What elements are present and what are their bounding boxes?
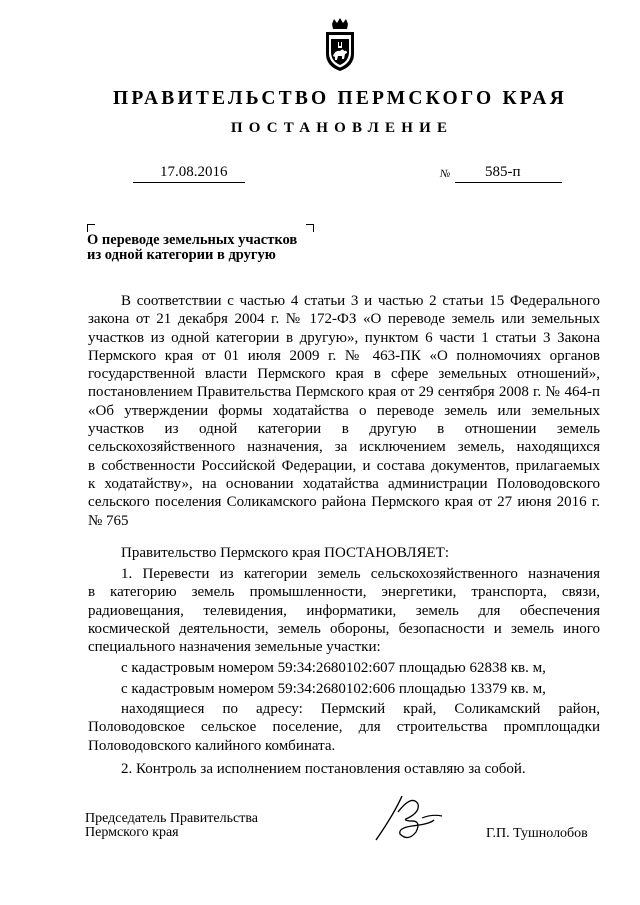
- text-line: сельскохозяйственного назначения, за исключением земель, находящихся: [88, 439, 600, 456]
- parcel-2: с кадастровым номером 59:34:2680102:606 площадью 13379 кв. м,: [121, 681, 546, 697]
- text-line: 1. Перевести из категории земель сельскохозяйственного назначения: [121, 566, 600, 582]
- text-line: к ходатайству», на основании ходатайства администрации Половодовского: [88, 475, 600, 492]
- preamble-paragraph: [88, 292, 600, 530]
- parcel-1: с кадастровым номером 59:34:2680102:607 площадью 62838 кв. м,: [121, 660, 546, 676]
- coat-of-arms-icon: [323, 18, 357, 72]
- text-line: сельского поселения Соликамского района Пермского края от 27 июня 2016 г.: [88, 494, 600, 511]
- text-line: «Об утверждении формы ходатайства о переводе земель или земельных: [88, 402, 600, 419]
- text-line: радиовещания, телевидения, информатики, земель для обеспечения: [88, 602, 600, 619]
- decree-statement: Правительство Пермского края ПОСТАНОВЛЯЕТ:: [121, 545, 450, 561]
- text-line: Пермского края от 01 июля 2009 г. № 463-ПК «О полномочиях органов: [88, 347, 600, 364]
- text-line: постановлением Правительства Пермского края от 29 сентября 2008 г. № 464-п: [88, 384, 600, 401]
- signer-title-line: Пермского края: [85, 825, 179, 840]
- text-line: космической деятельности, земель обороны, безопасности и земель иного: [88, 620, 600, 637]
- text-line: закона от 21 декабря 2004 г. № 172-ФЗ «О переводе земель или земельных: [88, 311, 600, 328]
- subject-bracket-right: [306, 224, 314, 232]
- text-line: участков из одной категории в другую в отношении земель: [88, 421, 600, 438]
- item-1-paragraph: [88, 565, 600, 656]
- handwritten-signature-icon: [372, 790, 462, 848]
- text-line: № 765: [88, 512, 129, 529]
- document-subject: [87, 233, 297, 263]
- text-line: государственной власти Пермского края в сфере земельных отношений»,: [88, 366, 600, 383]
- subject-bracket-left: [87, 224, 95, 232]
- item-2: 2. Контроль за исполнением постановления оставляю за собой.: [121, 761, 526, 777]
- text-line: В соответствии с частью 4 статьи 3 и частью 2 статьи 15 Федерального: [121, 293, 600, 309]
- document-number: 585-п: [485, 164, 521, 180]
- subject-line: из одной категории в другую: [87, 247, 276, 263]
- text-line: в собственности Российской Федерации, и состава документов, прилагаемых: [88, 457, 600, 474]
- text-line: специального назначения земельные участки:: [88, 639, 381, 656]
- text-line: Половодовского калийного комбината.: [88, 737, 336, 754]
- document-type: ПОСТАНОВЛЕНИЕ: [230, 120, 454, 136]
- signer-title: [85, 812, 258, 840]
- number-underline: [455, 182, 562, 183]
- text-line: участков из одной категории в другую», пунктом 6 части 1 статьи 3 Закона: [88, 329, 600, 346]
- text-line: находящиеся по адресу: Пермский край, Соликамский район,: [121, 701, 600, 717]
- location-paragraph: [88, 700, 600, 755]
- document-date: 17.08.2016: [160, 164, 228, 180]
- text-line: в категорию земель промышленности, энергетики, транспорта, связи,: [88, 584, 600, 601]
- government-title: ПРАВИТЕЛЬСТВО ПЕРМСКОГО КРАЯ: [113, 88, 567, 109]
- number-sign: №: [440, 168, 451, 180]
- signer-name: Г.П. Тушнолобов: [486, 826, 588, 841]
- text-line: Половодовское сельское поселение, для строительства промплощадки: [88, 719, 600, 736]
- signer-title-line: Председатель Правительства: [85, 811, 258, 826]
- subject-line: О переводе земельных участков: [87, 232, 298, 248]
- date-underline: [133, 182, 245, 183]
